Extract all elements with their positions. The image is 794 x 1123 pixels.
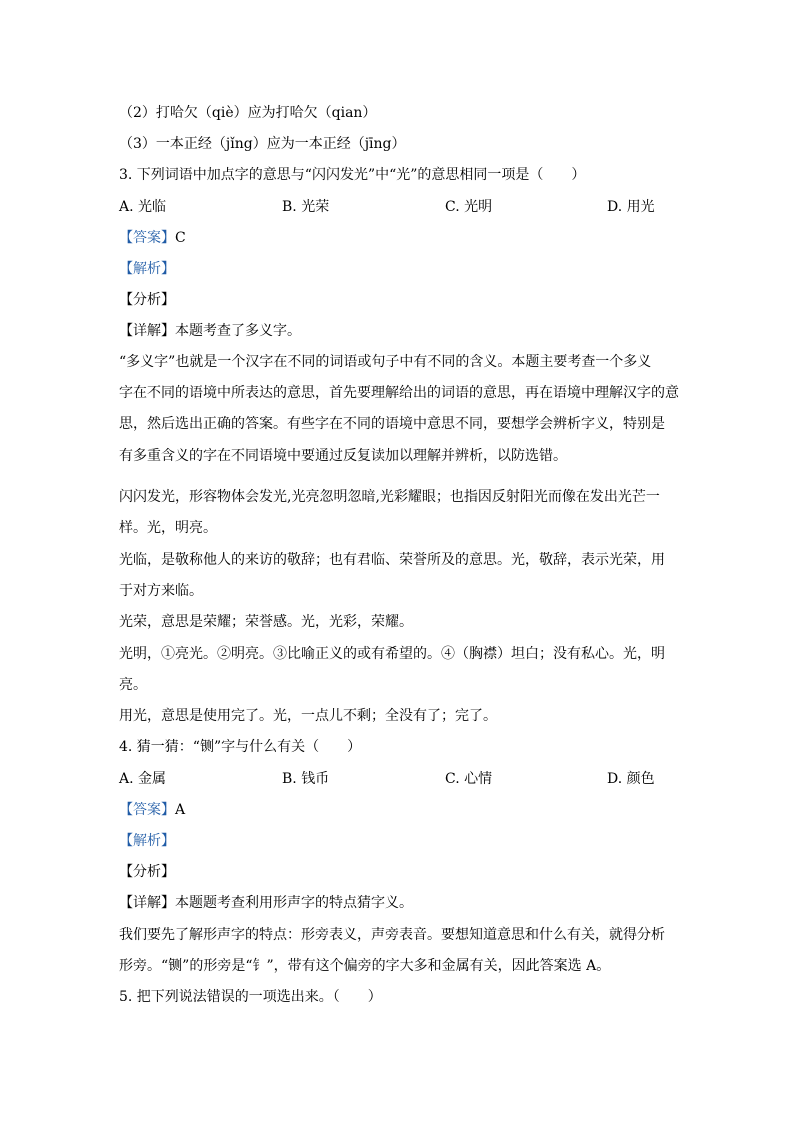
q3-answer [119, 228, 186, 248]
q3-p5-line1: 光明，①亮光。②明亮。③比喻正义的或有希望的。④（胸襟）坦白；没有私心。光，明 [119, 646, 665, 662]
q3-option-a: A. 光临 [119, 199, 167, 215]
detail-tag: 【详解】 [119, 895, 175, 911]
q3-p3-line1: 光临，是敬称他人的来访的敬辞；也有君临、荣誉所及的意思。光，敬辞，表示光荣，用 [119, 552, 665, 568]
q3-fenxi-tag: 【分析】 [119, 292, 175, 308]
q4-p1-line1: 我们要先了解形声字的特点：形旁表义，声旁表音。要想知道意思和什么有关，就得分析 [119, 927, 665, 943]
detail-tag: 【详解】 [119, 323, 175, 339]
q4-detail [119, 893, 413, 913]
q3-p3-line2: 于对方来临。 [119, 583, 203, 599]
answer-value: C [175, 230, 186, 246]
q3-p1-line4: 有多重含义的字在不同语境中要通过反复读加以理解并辨析，以防选错。 [119, 448, 567, 464]
q3-detail [119, 321, 301, 341]
q3-p6: 用光，意思是使用完了。光，一点儿不剩；全没有了；完了。 [119, 708, 497, 724]
q3-jiexi-tag: 【解析】 [119, 261, 175, 277]
detail-text: 本题考查了多义字。 [175, 323, 301, 339]
q3-option-c: C. 光明 [445, 199, 493, 215]
q3-p5-line2: 亮。 [119, 677, 147, 693]
q3-option-b: B. 光荣 [282, 199, 330, 215]
detail-text: 本题题考查利用形声字的特点猜字义。 [175, 895, 413, 911]
q4-option-c: C. 心情 [445, 771, 493, 787]
q3-p2-line1: 闪闪发光，形容物体会发光,光亮忽明忽暗,光彩耀眼；也指因反射阳光而像在发出光芒一 [119, 489, 660, 505]
q4-option-a: A. 金属 [119, 771, 167, 787]
q4-option-b: B. 钱币 [282, 771, 330, 787]
q3-p1-line3: 思，然后选出正确的答案。有些字在不同的语境中意思不同，要想学会辨析字义，特别是 [119, 416, 665, 432]
answer-value: A [175, 802, 186, 818]
q3-p2-line2: 样。光，明亮。 [119, 520, 217, 536]
q4-fenxi-tag: 【分析】 [119, 864, 175, 880]
q3-p1-line2: 字在不同的语境中所表达的意思，首先要理解给出的词语的意思，再在语境中理解汉字的意 [119, 385, 679, 401]
q3-stem: 3. 下列词语中加点字的意思与“闪闪发光”中“光”的意思相同一项是（ ） [119, 167, 586, 183]
q4-answer [119, 800, 185, 820]
answer-tag: 【答案】 [119, 230, 175, 246]
q4-p1-line2: 形旁。“铡”的形旁是“钅”，带有这个偏旁的字大多和金属有关，因此答案选 A。 [119, 958, 611, 974]
q3-option-d: D. 用光 [607, 199, 655, 215]
q4-option-d: D. 颜色 [607, 771, 655, 787]
answer-tag: 【答案】 [119, 802, 175, 818]
q4-stem: 4. 猜一猜：“铡”字与什么有关（ ） [119, 739, 362, 755]
q2-note-3: （3）一本正经（jǐng）应为一本正经（jīng） [119, 136, 406, 152]
q2-note-2: （2）打哈欠（qiè）应为打哈欠（qian） [119, 105, 377, 121]
q4-jiexi-tag: 【解析】 [119, 833, 175, 849]
q3-p1-line1: “多义字”也就是一个汉字在不同的词语或句子中有不同的含义。本题主要考查一个多义 [119, 354, 652, 370]
q5-stem: 5. 把下列说法错误的一项选出来。（ ） [119, 989, 382, 1005]
q3-p4: 光荣，意思是荣耀；荣誉感。光，光彩，荣耀。 [119, 614, 413, 630]
